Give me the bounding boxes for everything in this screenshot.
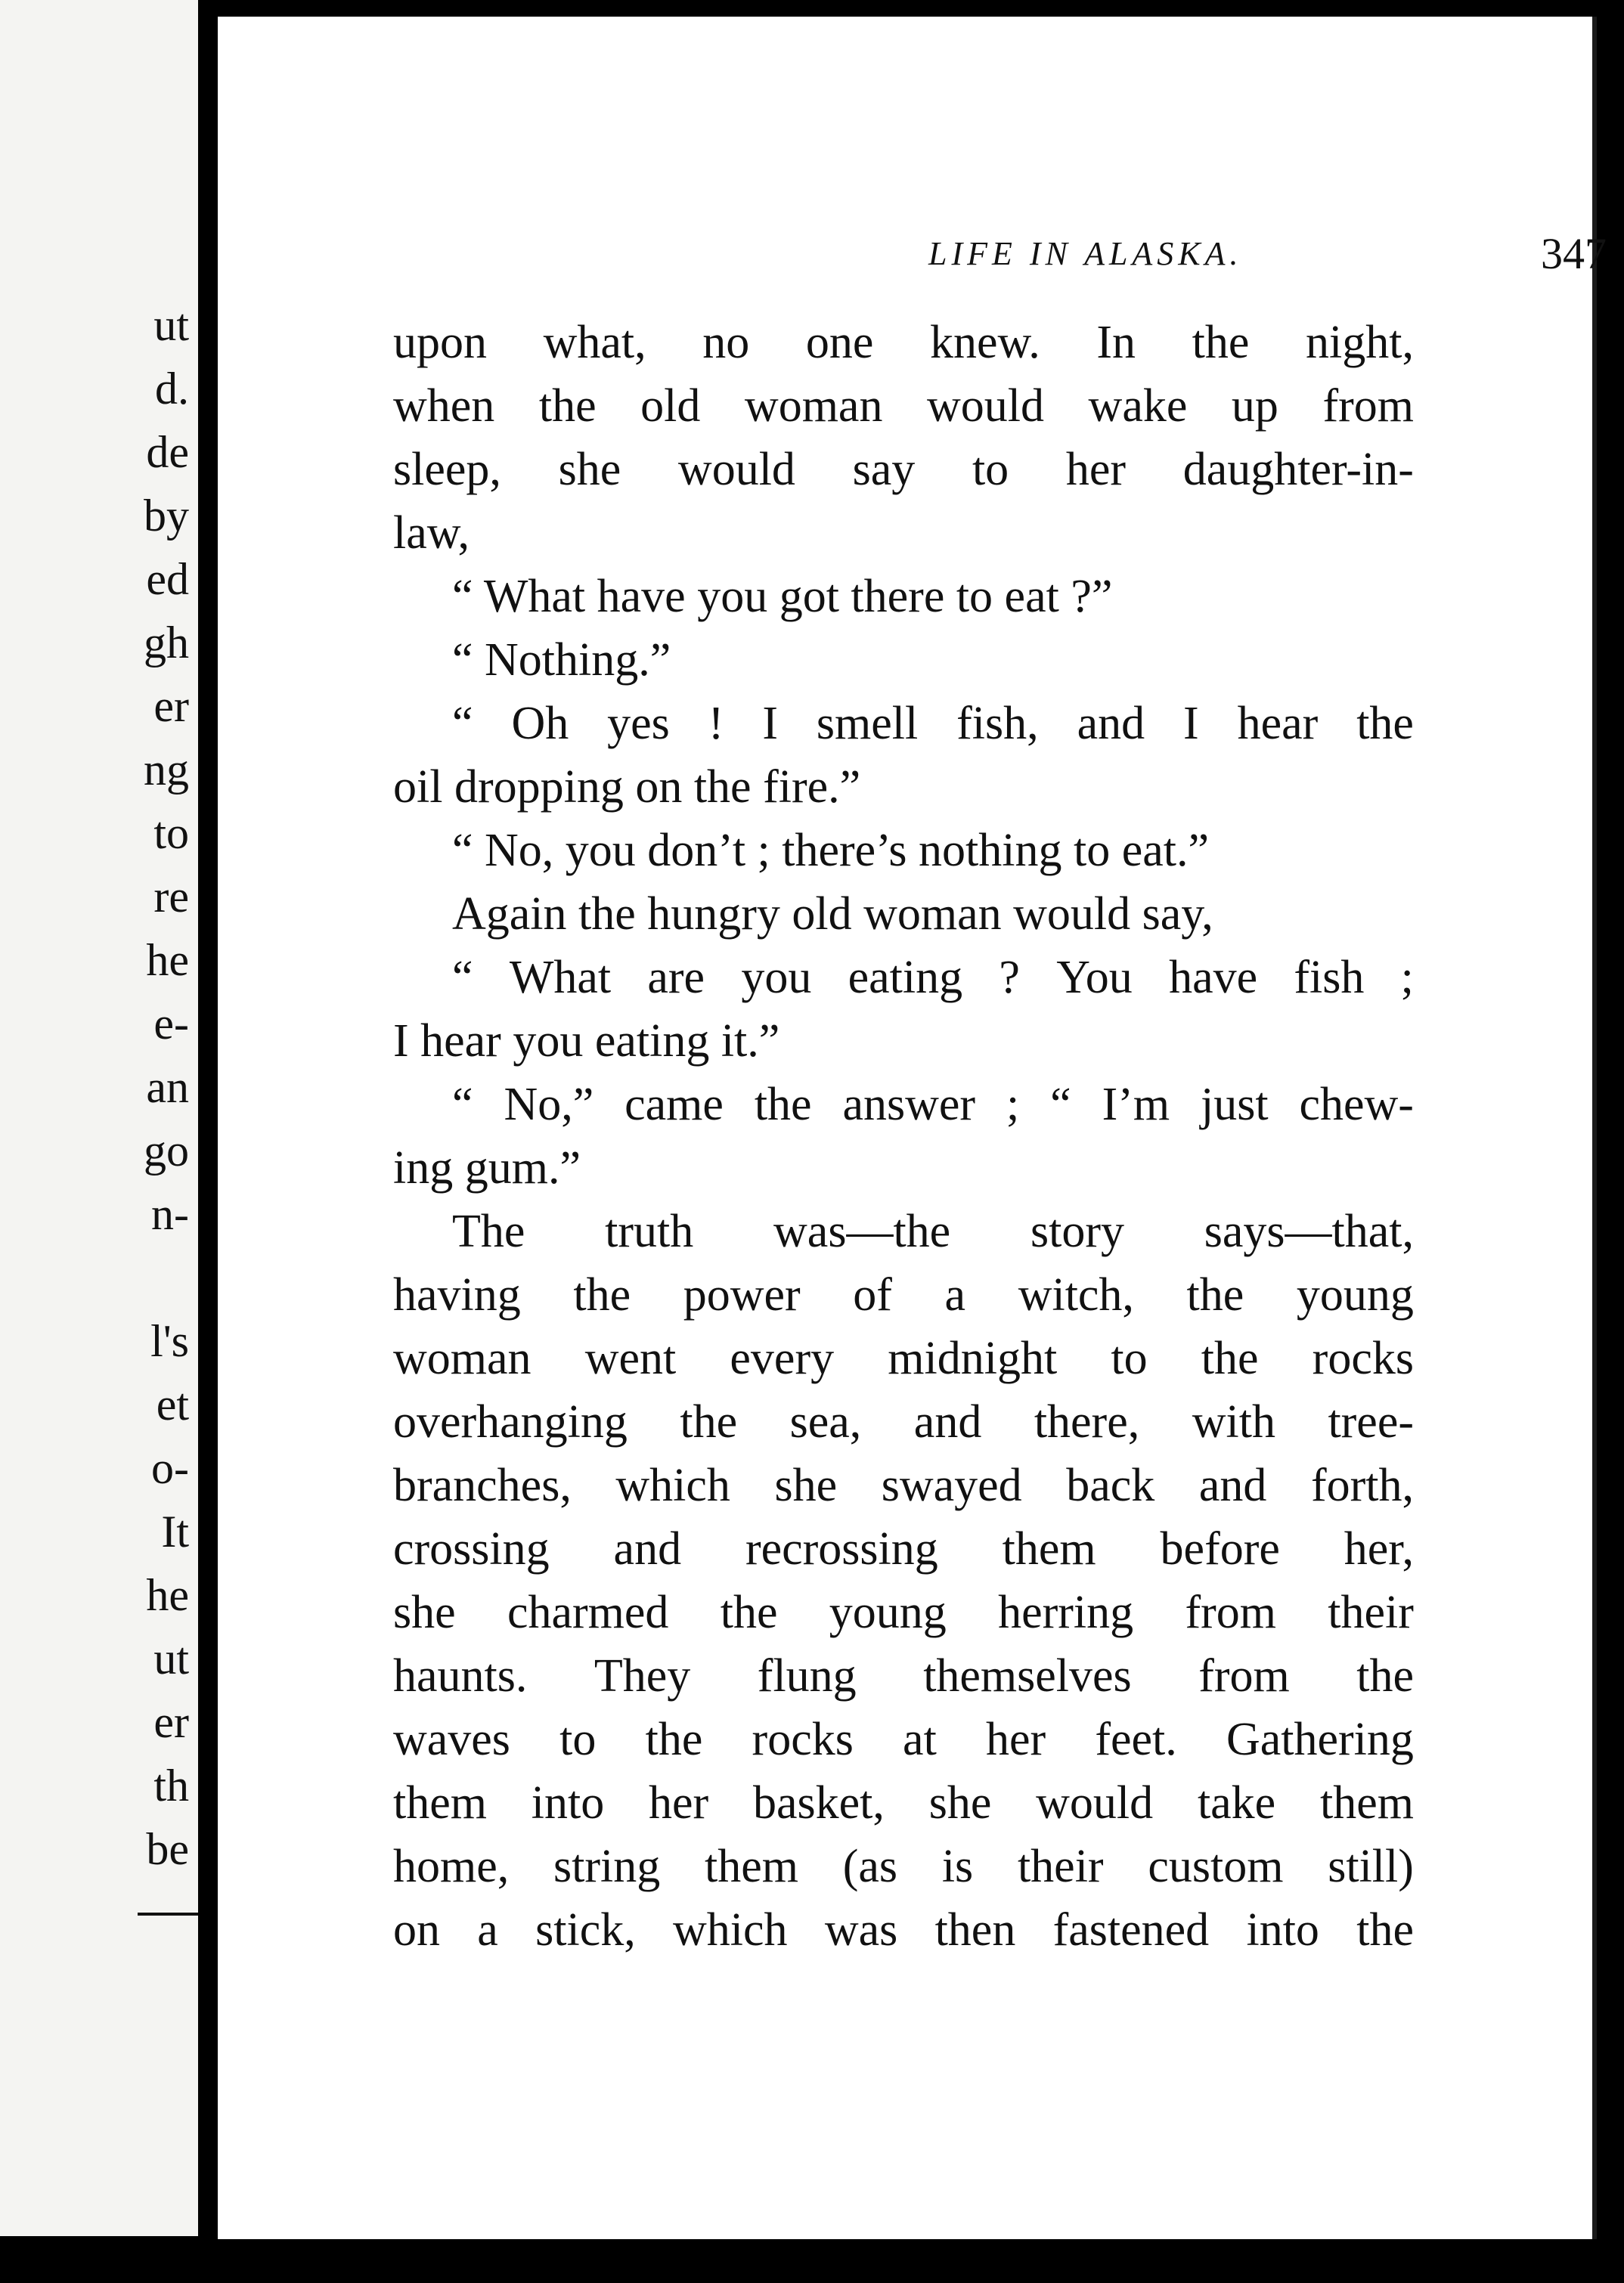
text-line: “ Oh yes ! I smell fish, and I hear the (452, 698, 1414, 749)
left-fragment: er (153, 681, 189, 731)
text-line: I hear you eating it.” (393, 1015, 780, 1067)
text-line: The truth was—the story says—that, (452, 1206, 1414, 1257)
left-fragment: he (146, 1570, 189, 1620)
left-fragment: gh (144, 618, 189, 668)
text-line: “ No, you don’t ; there’s nothing to eat.” (452, 825, 1209, 876)
book-page (218, 17, 1607, 2239)
text-line: home, string them (as is their custom still) (393, 1841, 1414, 1892)
left-fragment: by (144, 491, 189, 541)
left-fragment: e- (153, 999, 189, 1049)
text-line: “ What have you got there to eat ?” (452, 571, 1113, 622)
left-fragment: to (153, 808, 189, 858)
text-line: “ Nothing.” (452, 634, 671, 686)
left-fragment: l's (150, 1316, 189, 1366)
text-line: “ What are you eating ? You have fish ; (452, 952, 1414, 1003)
text-line: branches, which she swayed back and forth, (393, 1460, 1414, 1511)
left-fragment: et (156, 1380, 189, 1430)
left-fragment: an (146, 1062, 189, 1112)
left-fragment: de (146, 427, 189, 477)
text-line: ing gum.” (393, 1142, 581, 1194)
page-number: 347 (1541, 229, 1607, 278)
left-fragment: ng (144, 745, 189, 795)
left-fragment: be (146, 1824, 189, 1874)
left-fragment: er (153, 1697, 189, 1747)
left-fragment: ed (146, 554, 189, 604)
text-line: woman went every midnight to the rocks (393, 1333, 1414, 1384)
running-head: LIFE IN ALASKA. (928, 235, 1243, 272)
text-line: upon what, no one knew. In the night, (393, 317, 1414, 368)
left-fragment: th (153, 1761, 189, 1811)
left-fragment: d. (155, 364, 189, 414)
text-line: oil dropping on the fire.” (393, 761, 861, 813)
left-fragment: ut (153, 300, 189, 350)
text-line: she charmed the young herring from their (393, 1587, 1414, 1638)
left-fragment: go (144, 1126, 189, 1176)
text-line: waves to the rocks at her feet. Gathering (393, 1714, 1414, 1765)
text-line: haunts. They flung themselves from the (393, 1650, 1414, 1702)
text-line: on a stick, which was then fastened into the (393, 1904, 1414, 1956)
text-line: having the power of a witch, the young (393, 1269, 1414, 1321)
left-facing-page (0, 0, 198, 2236)
text-line: Again the hungry old woman would say, (452, 888, 1213, 940)
book-spine-gap (198, 0, 218, 2283)
left-fragment: he (146, 935, 189, 985)
text-line: sleep, she would say to her daughter-in- (393, 444, 1414, 495)
left-page-rule (138, 1913, 198, 1916)
left-fragment: n- (151, 1189, 189, 1239)
text-line: overhanging the sea, and there, with tree- (393, 1396, 1414, 1448)
left-fragment: ut (153, 1634, 189, 1684)
left-fragment: o- (151, 1443, 189, 1493)
text-line: law, (393, 507, 470, 559)
text-line: when the old woman would wake up from (393, 380, 1414, 432)
left-fragment: It (161, 1507, 189, 1557)
left-fragment: re (153, 872, 189, 922)
text-line: “ No,” came the answer ; “ I’m just chew- (452, 1079, 1414, 1130)
text-line: them into her basket, she would take them (393, 1777, 1414, 1829)
text-line: crossing and recrossing them before her, (393, 1523, 1414, 1575)
